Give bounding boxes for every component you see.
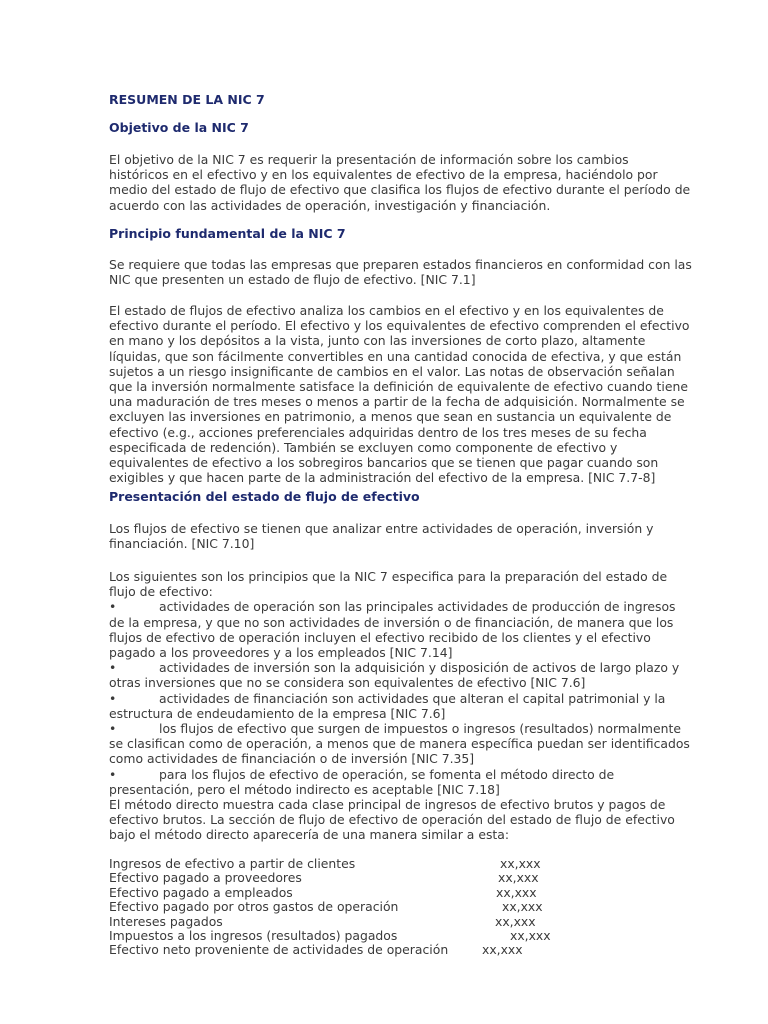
cash-flow-amount: xx,xxx (498, 870, 539, 886)
cash-flow-amount: xx,xxx (502, 899, 543, 915)
cash-flow-label: Efectivo neto proveniente de actividades de operación (109, 942, 449, 958)
bullet-icon: • (109, 766, 117, 782)
text-line: El método directo muestra cada clase principal de ingresos de efectivo brutos y pagos de (109, 797, 666, 812)
text-line: NIC que presenten un estado de flujo de efectivo. [NIC 7.1] (109, 272, 476, 288)
text-line: flujos de efectivo de operación incluyen el efectivo recibido de los clientes y el efectivo (109, 629, 651, 645)
cash-flow-label: Efectivo pagado a empleados (109, 884, 293, 900)
cash-flow-amount: xx,xxx (495, 913, 536, 929)
cash-flow-row (109, 857, 661, 871)
cash-flow-amount: xx,xxx (510, 927, 551, 943)
paragraph-direct-method (109, 797, 675, 843)
bullet-icon: • (109, 599, 117, 615)
text-line: en mano y los depósitos a la vista, junto con las inversiones de corto plazo, altamente (109, 333, 646, 349)
cash-flow-label: Impuestos a los ingresos (resultados) pagados (109, 927, 398, 943)
text-line: medio del estado de flujo de efectivo que clasifica los flujos de efectivo durante el período de (109, 182, 691, 198)
cash-flow-row (109, 886, 661, 900)
text-line: flujo de efectivo: (109, 584, 213, 600)
cash-flow-label: Intereses pagados (109, 913, 223, 929)
bullet-icon: • (109, 690, 117, 706)
text-line: Los siguientes son los principios que la NIC 7 especifica para la preparación del estado de (109, 569, 668, 584)
cash-flow-label: Ingresos de efectivo a partir de clientes (109, 856, 356, 871)
text-line: pagado a los proveedores y a los empleados [NIC 7.14] (109, 645, 453, 661)
text-line: líquidas, que son fácilmente convertibles en una cantidad conocida de efectiva, y que están (109, 348, 682, 364)
paragraph-principio-2 (109, 303, 690, 486)
list-item (109, 767, 661, 782)
cash-flow-row (109, 900, 661, 914)
section-heading-principio: Principio fundamental de la NIC 7 (109, 226, 346, 241)
cash-flow-table (109, 857, 661, 958)
text-line: acuerdo con las actividades de operación, investigación y financiación. (109, 197, 551, 213)
text-line: financiación. [NIC 7.10] (109, 536, 255, 552)
document-title: RESUMEN DE LA NIC 7 (109, 92, 265, 107)
list-item (109, 690, 666, 706)
text-line: que la inversión normalmente satisface la definición de equivalente de efectivo cuando tiene (109, 379, 688, 395)
text-line: bajo el método directo aparecería de una manera similar a esta: (109, 827, 510, 843)
text-line: se clasifican como de operación, a menos que de manera específica puedan ser identificados (109, 736, 690, 752)
cash-flow-amount: xx,xxx (500, 856, 541, 871)
text-line: como actividades de financiación o de inversión [NIC 7.35] (109, 751, 475, 767)
text-line: Los flujos de efectivo se tienen que analizar entre actividades de operación, inversión y (109, 521, 654, 536)
text-line: estructura de endeudamiento de la empresa [NIC 7.6] (109, 705, 446, 721)
paragraph-objetivo (109, 152, 691, 213)
cash-flow-row (109, 871, 661, 885)
text-line: El estado de flujos de efectivo analiza los cambios en el efectivo y en los equivalentes de (109, 303, 664, 318)
text-line: efectivo durante el período. El efectivo y los equivalentes de efectivo comprenden el efectivo (109, 318, 690, 334)
text-line: históricos en el efectivo y en los equivalentes de efectivo de la empresa, haciéndolo por (109, 167, 658, 183)
text-line: Se requiere que todas las empresas que preparen estados financieros en conformidad con las (109, 257, 692, 272)
text-line: otras inversiones que no se considera son equivalentes de efectivo [NIC 7.6] (109, 675, 586, 691)
principles-block (109, 569, 690, 797)
list-item-text: los flujos de efectivo que surgen de impuestos o ingresos (resultados) normalmente (159, 721, 681, 737)
text-line: El objetivo de la NIC 7 es requerir la presentación de información sobre los cambios (109, 152, 629, 167)
list-item-text: actividades de inversión son la adquisición y disposición de activos de largo plazo y (159, 660, 680, 676)
list-item-text: actividades de operación son las principales actividades de producción de ingresos (159, 599, 676, 615)
cash-flow-amount: xx,xxx (482, 942, 523, 958)
list-item-text: para los flujos de efectivo de operación, se fomenta el método directo de (159, 766, 615, 782)
text-line: una maduración de tres meses o menos a partir de la fecha de adquisición. Normalmente se (109, 394, 685, 410)
text-line: excluyen las inversiones en patrimonio, a menos que sean en sustancia un equivalente de (109, 409, 672, 425)
list-item (109, 721, 681, 737)
cash-flow-row (109, 929, 661, 943)
text-line: equivalentes de efectivo a los sobregiros bancarios que se tienen que pagar cuando son (109, 455, 659, 471)
bullet-icon: • (109, 660, 117, 676)
cash-flow-label: Efectivo pagado por otros gastos de operación (109, 899, 399, 915)
text-line: de la empresa, y que no son actividades de inversión o de financiación, de manera que los (109, 614, 674, 630)
cash-flow-label: Efectivo pagado a proveedores (109, 870, 302, 886)
text-line: exigibles y que hacen parte de la administración del efectivo de la empresa. [NIC 7.7-8] (109, 470, 656, 486)
cash-flow-row (109, 943, 661, 957)
list-item-text: actividades de financiación son actividades que alteran el capital patrimonial y la (159, 690, 666, 706)
text-line: especificada de redención). También se excluyen como componente de efectivo y (109, 439, 618, 455)
list-item (109, 599, 676, 615)
cash-flow-amount: xx,xxx (496, 884, 537, 900)
text-line: efectivo (e.g., acciones preferenciales adquiridas dentro de los tres meses de su fecha (109, 424, 647, 440)
section-heading-presentacion: Presentación del estado de flujo de efectivo (109, 489, 420, 504)
text-line: efectivo brutos. La sección de flujo de efectivo de operación del estado de flujo de efectivo (109, 812, 675, 828)
bullet-icon: • (109, 721, 117, 737)
text-line: sujetos a un riesgo insignificante de cambios en el valor. Las notas de observación señalan (109, 363, 675, 379)
paragraph-presentacion (109, 521, 661, 551)
cash-flow-row (109, 915, 661, 929)
paragraph-principio-1 (109, 257, 692, 288)
section-heading-objetivo: Objetivo de la NIC 7 (109, 120, 249, 135)
text-line: presentación, pero el método indirecto es aceptable [NIC 7.18] (109, 781, 500, 797)
list-item (109, 660, 680, 676)
